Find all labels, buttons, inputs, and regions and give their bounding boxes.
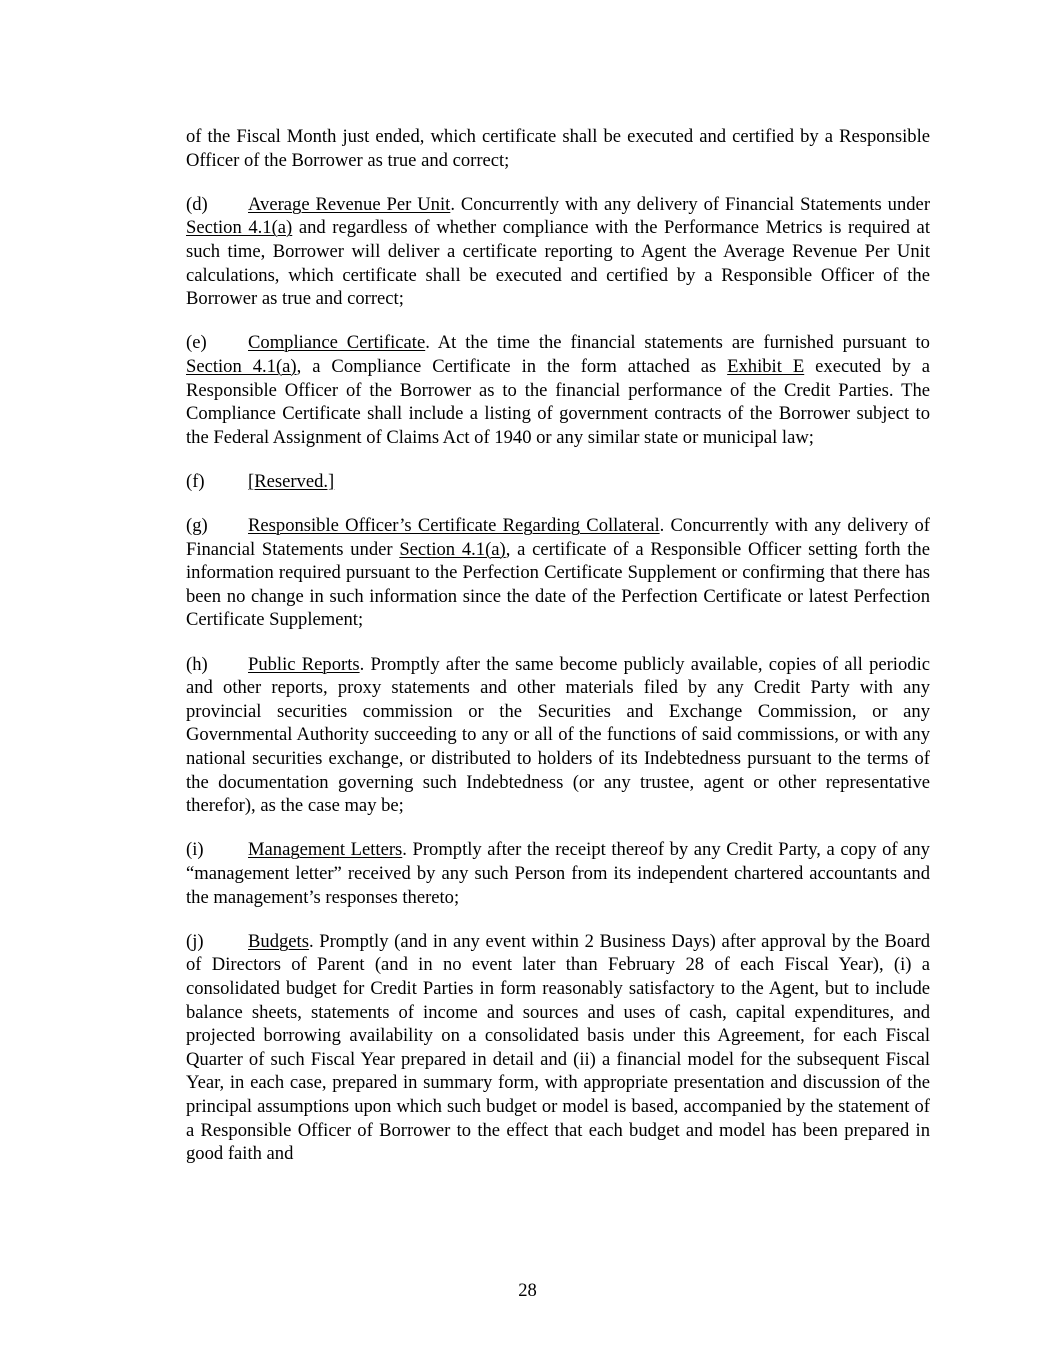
paragraph-text: . Concurrently with any delivery of Financial Statements under — [450, 193, 931, 215]
paragraph-number: (e) — [186, 332, 207, 354]
section-heading: [Reserved.] — [248, 470, 335, 492]
section-reference: Section 4.1(a) — [399, 538, 506, 560]
paragraph-d — [186, 193, 930, 311]
paragraph-g — [186, 514, 930, 632]
page-number: 28 — [518, 1280, 537, 1301]
paragraph-number: (g) — [186, 515, 208, 537]
paragraph-e — [186, 331, 930, 449]
paragraph-text: , a certificate of a Responsible Officer setting forth the information required pursuant to the Perfection Certificate Supplement or confirming that there has been no change in such information since the date of the Perfection Certificate or latest Perfection Certificate Supplement; — [186, 538, 930, 631]
paragraph-i — [186, 838, 930, 909]
section-heading: Average Revenue Per Unit — [248, 193, 451, 215]
paragraph-text: . Concurrently with any delivery of Financial Statements under — [186, 515, 930, 560]
paragraph-text: and regardless of whether compliance with the Performance Metrics is required at such time, Borrower will deliver a certificate reporting to Agent the Average Revenue Per Unit calculations, which certificate shall be executed and certified by a Responsible Officer of the Borrower as true and correct; — [186, 217, 930, 310]
section-heading: Compliance Certificate — [248, 332, 426, 354]
document-page — [186, 125, 930, 1186]
paragraph-text: . Promptly after the receipt thereof by any Credit Party, a copy of any “management letter” received by any such Person from its independent chartered accountants and the management’s responses thereto; — [186, 839, 930, 908]
section-heading: Budgets — [248, 930, 309, 952]
paragraph-c-continuation — [186, 125, 930, 172]
paragraph-number: (h) — [186, 653, 208, 675]
paragraph-text: , a Compliance Certificate in the form attached as — [296, 355, 728, 377]
section-heading: Public Reports — [248, 653, 360, 675]
paragraph-j — [186, 930, 930, 1166]
paragraph-number: (j) — [186, 930, 204, 952]
paragraph-text: . Promptly after the same become publicly available, copies of all periodic and other reports, proxy statements and other materials filed by any Credit Party with any provincial securities commission or the Securities and Exchange Commission, or any Governmental Authority succeeding to any or all of the functions of said commissions, or with any national securities exchange, or distributed to holders of its Indebtedness pursuant to the terms of the documentation governing such Indebtedness (or any trustee, agent or other representative therefor), as the case may be; — [186, 653, 930, 817]
paragraph-text: executed by a Responsible Officer of the Borrower as to the financial performance of the Credit Parties. The Compliance Certificate shall include a listing of government contracts of the Borrower subject to the Federal Assignment of Claims Act of 1940 or any similar state or municipal law; — [186, 355, 930, 448]
section-reference: Section 4.1(a) — [186, 217, 293, 239]
paragraph-f — [186, 470, 930, 494]
exhibit-reference: Exhibit E — [727, 355, 805, 377]
section-heading: Responsible Officer’s Certificate Regarding Collateral — [248, 515, 660, 537]
paragraph-text: of the Fiscal Month just ended, which certificate shall be executed and certified by a Responsible Officer of the Borrower as true and correct; — [186, 126, 930, 171]
paragraph-number: (i) — [186, 839, 204, 861]
paragraph-h — [186, 653, 930, 818]
paragraph-number: (d) — [186, 193, 208, 215]
paragraph-text: . Promptly (and in any event within 2 Business Days) after approval by the Board of Directors of Parent (and in no event later than February 28 of each Fiscal Year), (i) a consolidated budget for Credit Parties in form reasonably satisfactory to the Agent, but to include balance sheets, statements of income and sources and uses of cash, capital expenditures, and projected borrowing availability on a consolidated basis under this Agreement, for each Fiscal Quarter of such Fiscal Year prepared in detail and (ii) a financial model for the subsequent Fiscal Year, in each case, prepared in summary form, with appropriate presentation and discussion of the principal assumptions upon which such budget or model is based, accompanied by the statement of a Responsible Officer of Borrower to the effect that each budget and model has been prepared in good faith and — [186, 930, 930, 1165]
paragraph-number: (f) — [186, 470, 205, 492]
section-reference: Section 4.1(a) — [186, 355, 297, 377]
section-heading: Management Letters — [248, 839, 403, 861]
paragraph-text: . At the time the financial statements are furnished pursuant to — [425, 332, 930, 354]
